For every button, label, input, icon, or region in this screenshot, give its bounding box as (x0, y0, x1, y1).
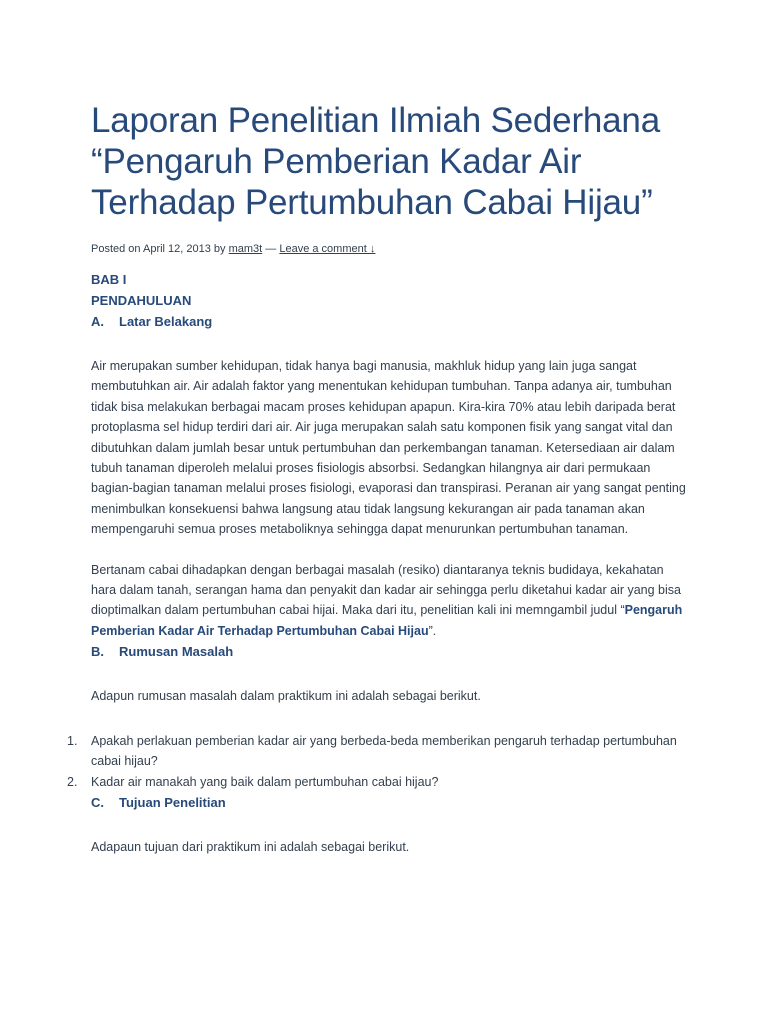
chapter-title: PENDAHULUAN (91, 293, 192, 308)
paragraph-objective-intro: Adapaun tujuan dari praktikum ini adalah sebagai berikut. (91, 839, 410, 854)
section-c-heading (91, 792, 691, 813)
paragraph-background-2 (91, 560, 691, 642)
list-item (67, 731, 691, 772)
list-item-text: Kadar air manakah yang baik dalam pertumbuhan cabai hijau? (91, 774, 439, 789)
section-a-label: Latar Belakang (119, 314, 213, 329)
paragraph-background-1: Air merupakan sumber kehidupan, tidak hanya bagi manusia, makhluk hidup yang lain juga sangat membutuhkan air. Air adalah faktor yang menentukan kehidupan tumbuhan. Tanpa adanya air, tumbuhan tidak bisa melakukan berbagai macam proses kehidupan apapun. Kira-kira 70% atau lebih daripada berat protoplasma sel hidup terdiri dari air. Air juga merupakan salah satu komponen fisik yang sangat vital dan dibutuhkan dalam jumlah besar untuk pertumbuhan dan perkembangan tanaman. Ketersediaan air dalam tubuh tanaman diperoleh melalui proses fisiologis absorbsi. Sedangkan hilangnya air dari permukaan bagian-bagian tanaman melalui proses fisiologi, evaporasi dan transpirasi. Peranan air yang sangat penting menimbulkan konsekuensi bahwa langsung atau tidak langsung kekurangan air pada tanaman akan mempengaruhi semua proses metaboliknya sehingga dapat menurunkan pertumbuhan tanaman. (91, 359, 686, 537)
section-b-heading (91, 641, 691, 662)
article (67, 100, 691, 857)
section-a-heading (91, 311, 691, 332)
paragraph-2-end: ”. (428, 623, 437, 638)
chapter-number: BAB I (91, 272, 127, 287)
problem-list (67, 731, 691, 792)
author-link[interactable]: mam3t (228, 243, 263, 255)
post-meta (91, 243, 691, 255)
list-item (67, 772, 691, 792)
meta-separator: — (262, 243, 280, 255)
section-b-label: Rumusan Masalah (119, 644, 234, 660)
paragraph-problem-intro: Adapun rumusan masalah dalam praktikum ini adalah sebagai berikut. (91, 689, 481, 704)
section-c-label: Tujuan Penelitian (119, 794, 226, 810)
section-c-number: C. (91, 794, 104, 810)
list-index: 1. (67, 733, 78, 748)
research-title-emphasis: Pengaruh Pemberian Kadar Air Terhadap Pertumbuhan Cabai Hijau (91, 603, 683, 638)
leave-comment-link[interactable]: Leave a comment ↓ (279, 243, 376, 255)
paragraph-2-text: Bertanam cabai dihadapkan dengan berbagai masalah (resiko) diantaranya teknis budidaya, kekahatan hara dalam tanah, serangan hama dan penyakit dan kadar air sehingga perlu diketahui kadar air yang bisa dioptimalkan dalam pertumbuhan cabai hijai. Maka dari itu, penelitian kali ini memngambil judul “ (91, 562, 681, 618)
section-b-number: B. (91, 644, 104, 660)
article-title: Laporan Penelitian Ilmiah Sederhana “Pengaruh Pemberian Kadar Air Terhadap Pertumbuhan Cabai Hijau” (91, 101, 660, 222)
list-index: 2. (67, 774, 78, 789)
section-a-number: A. (91, 314, 104, 329)
list-item-text: Apakah perlakuan pemberian kadar air yang berbeda-beda memberikan pengaruh terhadap pertumbuhan cabai hijau? (91, 733, 677, 769)
posted-date: Posted on April 12, 2013 by (91, 243, 229, 255)
